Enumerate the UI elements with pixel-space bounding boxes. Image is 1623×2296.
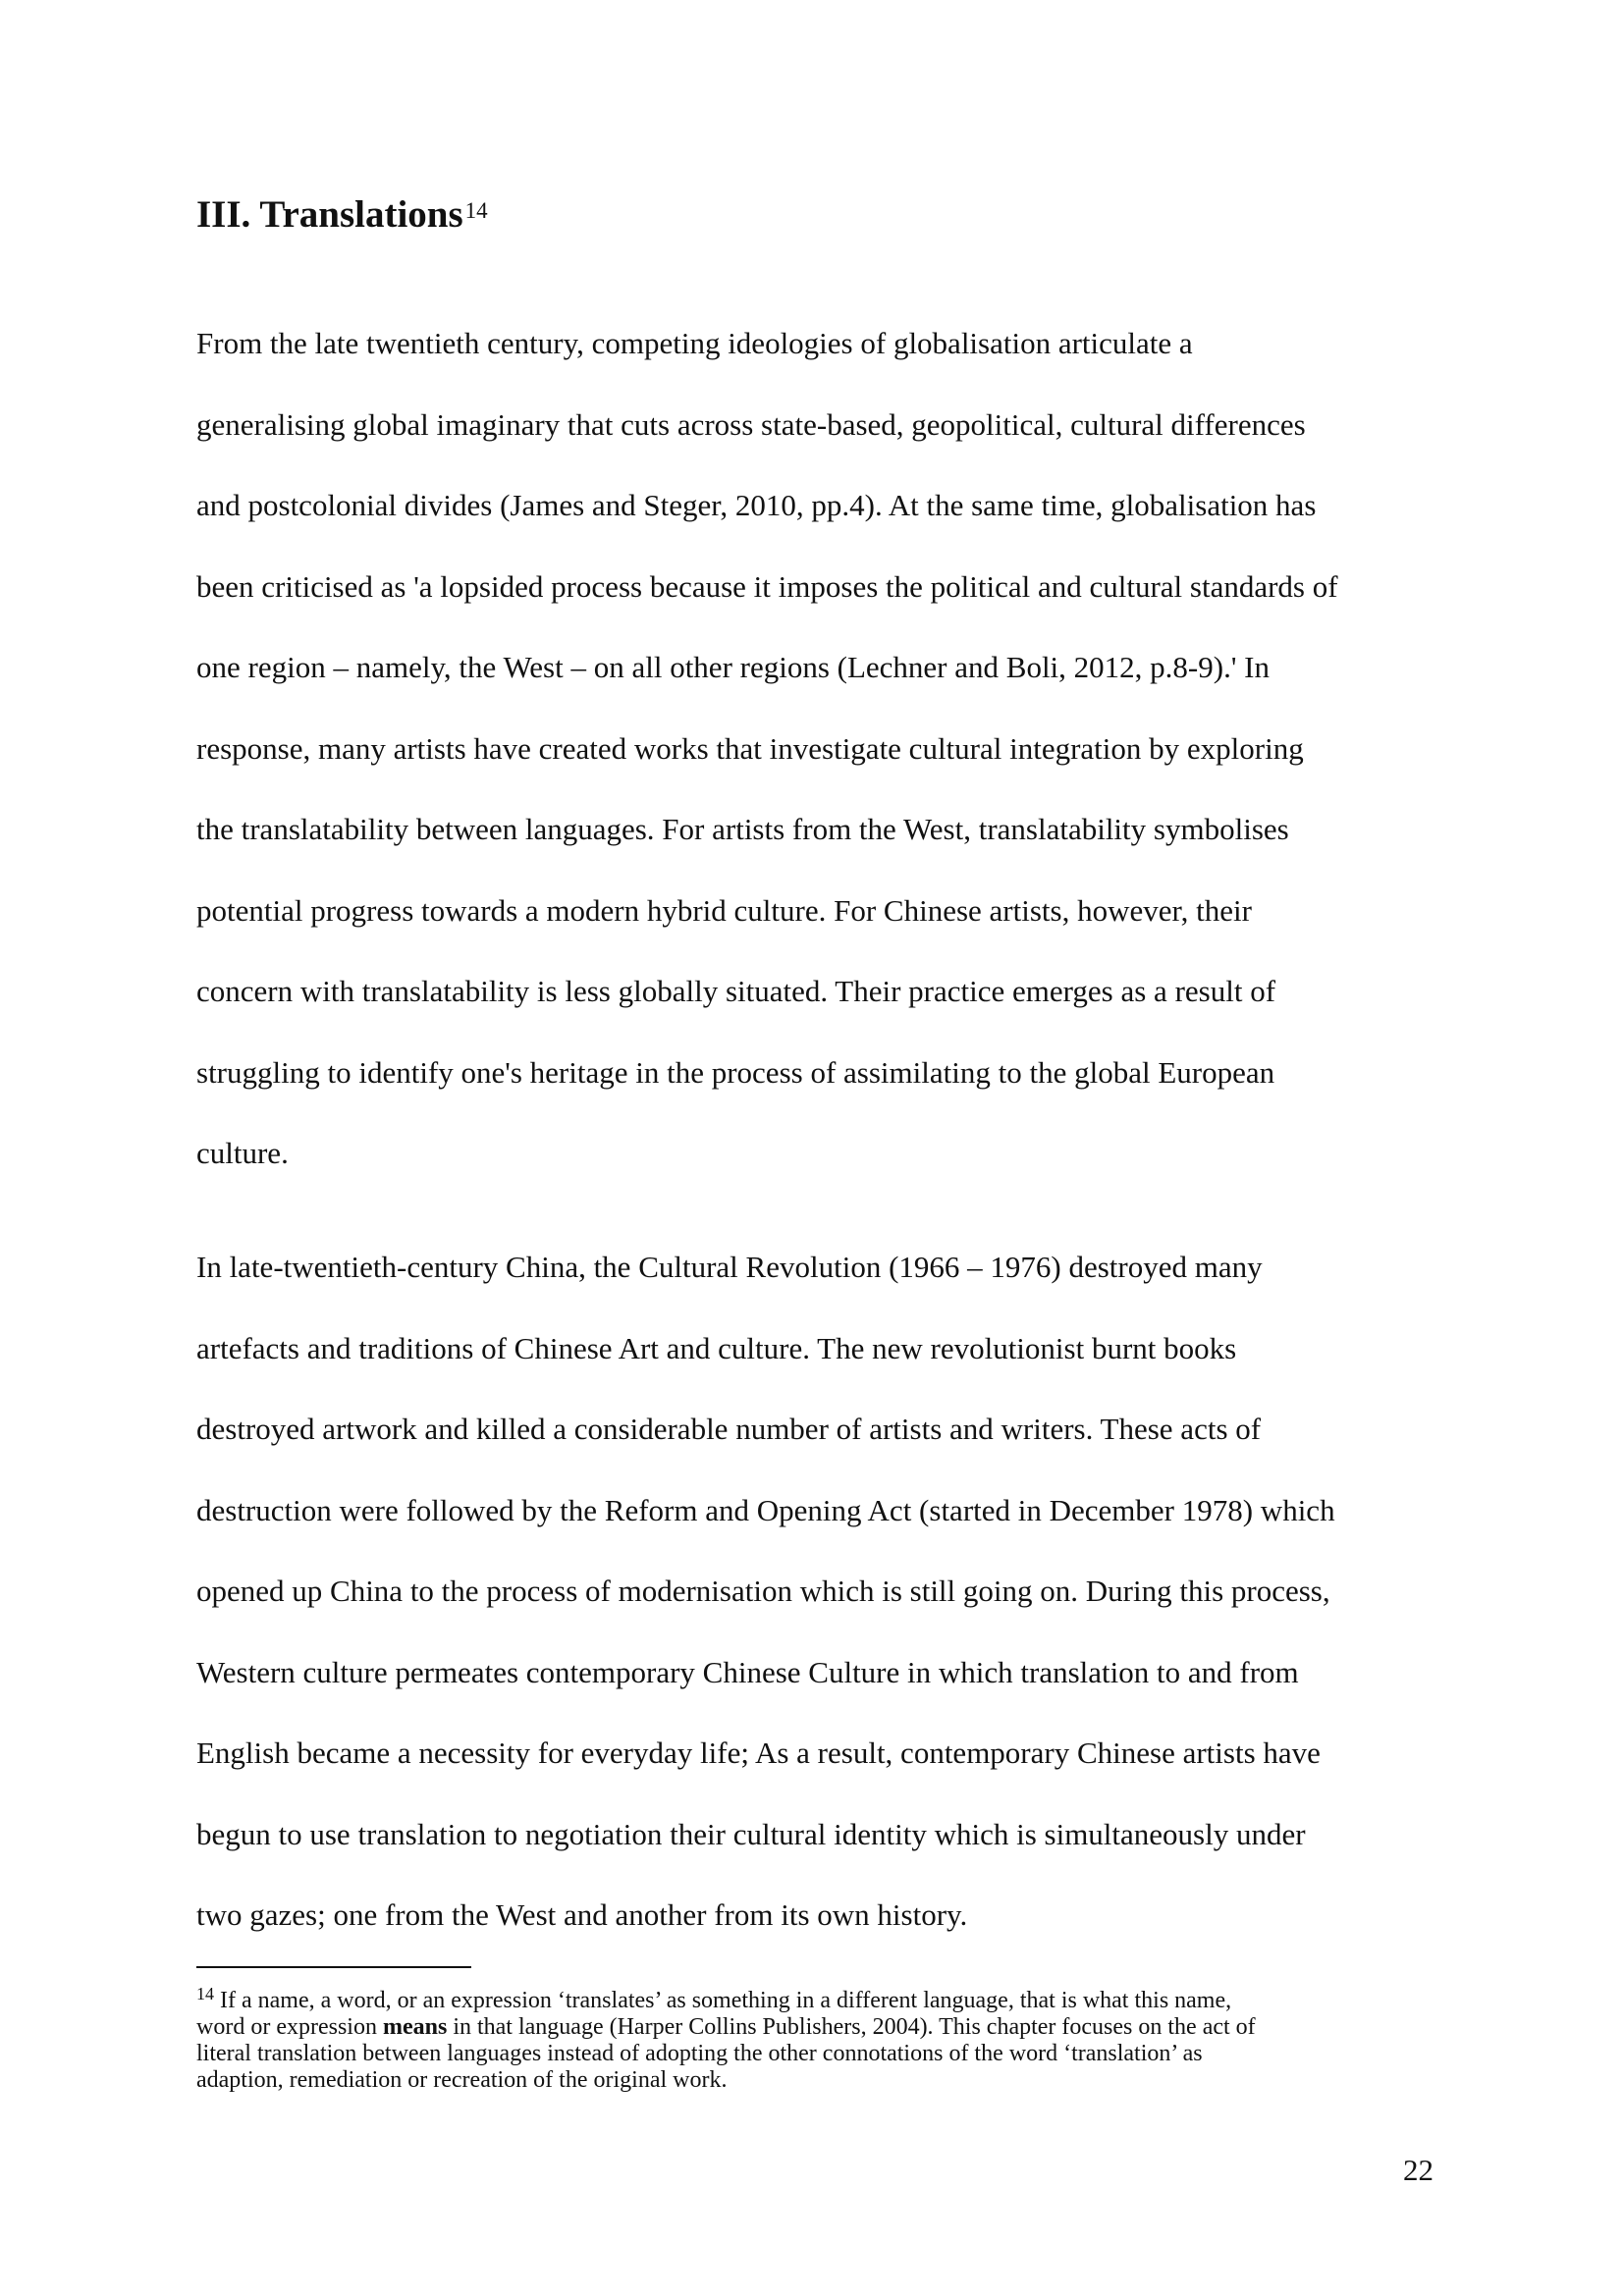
section-heading bbox=[196, 192, 488, 239]
paragraph-line: struggling to identify one's heritage in the process of assimilating to the global European bbox=[196, 1054, 1275, 1090]
footnote-line: adaption, remediation or recreation of the original work. bbox=[196, 2067, 728, 2093]
footnote-line bbox=[196, 2014, 1473, 2041]
footnote bbox=[196, 1981, 1473, 2094]
footnote-line: literal translation between languages instead of adopting the other connotations of the word ‘translation’ as bbox=[196, 2041, 1203, 2066]
paragraph-line: the translatability between languages. For artists from the West, translatability symbolises bbox=[196, 812, 1289, 846]
paragraph-line: artefacts and traditions of Chinese Art and culture. The new revolutionist burnt books bbox=[196, 1330, 1237, 1365]
section-heading-text: III. Translations bbox=[196, 193, 463, 236]
body-paragraph-1 bbox=[196, 303, 1473, 1195]
paragraph-line: concern with translatability is less globally situated. Their practice emerges as a result of bbox=[196, 974, 1276, 1008]
page-number: 22 bbox=[1403, 2153, 1434, 2187]
footnote-divider bbox=[196, 1966, 471, 1968]
paragraph-line: and postcolonial divides (James and Steger, 2010, pp.4). At the same time, globalisation has bbox=[196, 488, 1317, 522]
paragraph-line: two gazes; one from the West and another from its own history. bbox=[196, 1897, 968, 1932]
footnote-text: If a name, a word, or an expression ‘translates’ as something in a different language, that is what this name, bbox=[220, 1988, 1232, 2013]
body-paragraph-2 bbox=[196, 1227, 1473, 1956]
paragraph-line: Western culture permeates contemporary Chinese Culture in which translation to and from bbox=[196, 1654, 1299, 1689]
paragraph-line: In late-twentieth-century China, the Cultural Revolution (1966 – 1976) destroyed many bbox=[196, 1250, 1263, 1284]
footnote-emphasis: means bbox=[382, 2014, 448, 2040]
paragraph-line: been criticised as 'a lopsided process because it imposes the political and cultural standards of bbox=[196, 568, 1338, 604]
footnote-text: in that language (Harper Collins Publishers, 2004). This chapter focuses on the act of bbox=[447, 2014, 1256, 2040]
footnote-reference: 14 bbox=[464, 198, 488, 223]
paragraph-line: From the late twentieth century, competing ideologies of globalisation articulate a bbox=[196, 326, 1193, 360]
paragraph-line: begun to use translation to negotiation their cultural identity which is simultaneously under bbox=[196, 1816, 1306, 1851]
footnote-line bbox=[196, 1981, 1473, 2014]
paragraph-line: response, many artists have created works that investigate cultural integration by exploring bbox=[196, 730, 1304, 766]
paragraph-line: one region – namely, the West – on all other regions (Lechner and Boli, 2012, p.8-9).' In bbox=[196, 650, 1270, 684]
footnote-mark: 14 bbox=[196, 1984, 214, 2003]
paragraph-line: English became a necessity for everyday life; As a result, contemporary Chinese artists have bbox=[196, 1735, 1321, 1770]
footnote-text: word or expression bbox=[196, 2014, 383, 2040]
paragraph-line: opened up China to the process of modernisation which is still going on. During this process, bbox=[196, 1574, 1330, 1608]
paragraph-line: culture. bbox=[196, 1136, 289, 1170]
paragraph-line: generalising global imaginary that cuts across state-based, geopolitical, cultural differences bbox=[196, 406, 1306, 442]
paragraph-line: potential progress towards a modern hybrid culture. For Chinese artists, however, their bbox=[196, 892, 1252, 928]
paragraph-line: destroyed artwork and killed a considerable number of artists and writers. These acts of bbox=[196, 1412, 1262, 1446]
paragraph-line: destruction were followed by the Reform and Opening Act (started in December 1978) which bbox=[196, 1492, 1335, 1527]
